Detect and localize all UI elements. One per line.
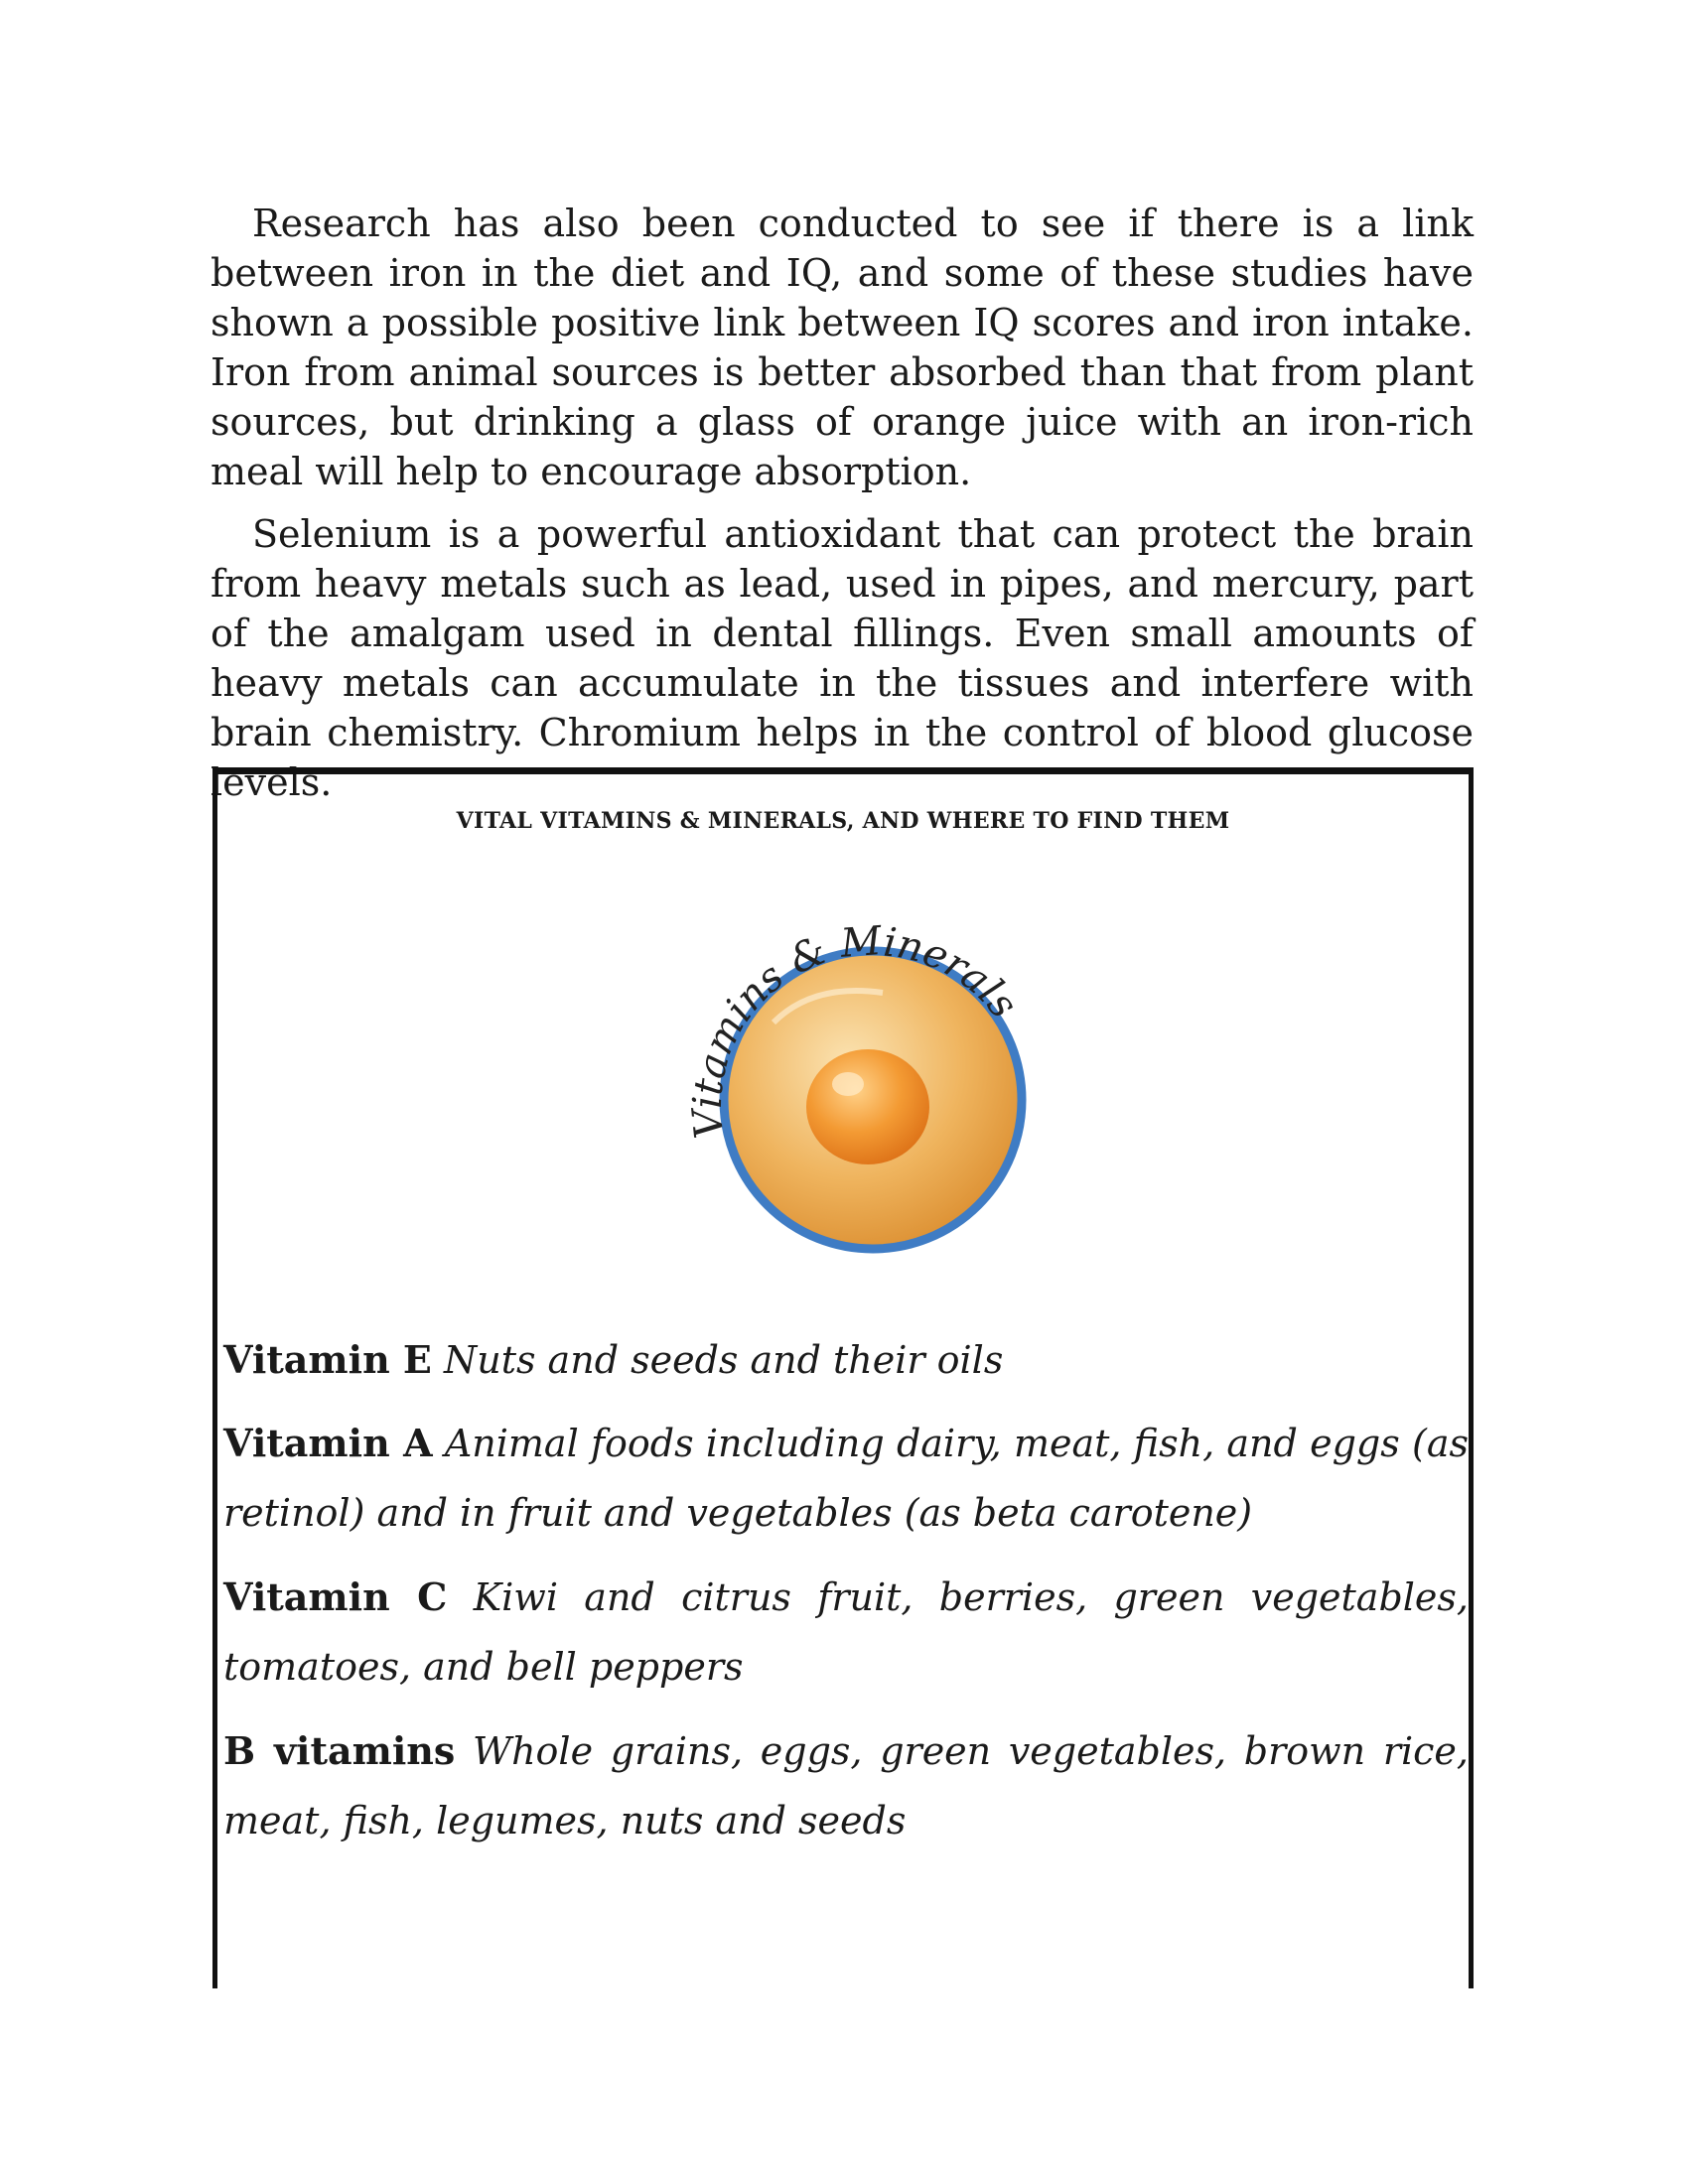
egg-yolk-shape (806, 1049, 929, 1164)
entry-vitamin-c (223, 1563, 1469, 1702)
entry-vitamin-a (223, 1409, 1469, 1548)
body-paragraph-iron: Research has also been conducted to see if there is a link between iron in the diet and IQ, and some of these studies have shown a possible positive link between IQ scores and iron intake. Iron from animal sources is better absorbed than that from plant sources, but drinking a glass of orange juice with an iron-rich meal will help to encourage absorption. (211, 202, 1474, 493)
vitamins-minerals-logo (654, 874, 1052, 1271)
entry-b-vitamins (223, 1716, 1469, 1855)
entry-name: Vitamin C (223, 1574, 448, 1619)
entry-name: Vitamin A (223, 1421, 433, 1465)
entry-name: Vitamin E (223, 1337, 432, 1382)
vitamins-minerals-sidebar (212, 767, 1474, 1988)
entry-sources: Kiwi and citrus fruit, berries, green vegetables, tomatoes, and bell peppers (223, 1575, 1469, 1689)
entry-vitamin-e (223, 1325, 1469, 1395)
logo-arc-text: Vitamins & Minerals (684, 918, 1027, 1141)
entry-sources: Whole grains, eggs, green vegetables, brown rice, meat, fish, legumes, nuts and seeds (223, 1729, 1469, 1843)
body-paragraph-selenium: Selenium is a powerful antioxidant that can protect the brain from heavy metals such as lead, used in pipes, and mercury, part of the amalgam used in dental fillings. Even small amounts of heavy metals can accumulate in the tissues and interfere with brain chemistry. Chromium helps in the control of blood glucose levels. (211, 512, 1474, 804)
entry-sources: Animal foods including dairy, meat, fish, and eggs (as retinol) and in fruit and vegetables (as beta carotene) (223, 1422, 1469, 1535)
sidebar-title: VITAL VITAMINS & MINERALS, AND WHERE TO FIND THEM (456, 808, 1230, 834)
entry-name: B vitamins (223, 1728, 456, 1773)
entry-sources: Nuts and seeds and their oils (443, 1338, 1004, 1382)
yolk-highlight (832, 1072, 864, 1096)
